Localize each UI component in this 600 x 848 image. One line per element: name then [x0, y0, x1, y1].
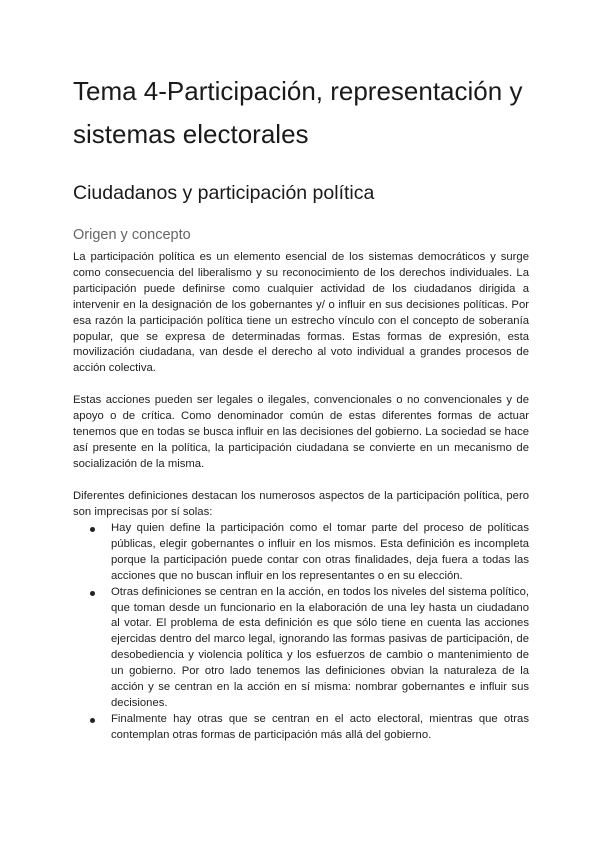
list-item [83, 585, 529, 712]
list-item-text: Otras definiciones se centran en la acción, en todos los niveles del sistema político, que toman desde un funcionario en la elaboración de una ley hasta un ciudadano al votar. El problema de esta definición es que sólo tiene en cuenta las acciones ejercidas dentro del marco legal, ignorando las formas pasivas de participación, de desobediencia y violencia política y los esfuerzos de cambio o mantenimiento de un gobierno. Por otro lado tenemos las definiciones obvian la naturaleza de la acción y se centran en la acción en sí misma: nombrar gobernantes e influir sus decisiones. [111, 585, 529, 709]
section-title: Ciudadanos y participación política [73, 182, 375, 204]
document-title: Tema 4-Participación, representación y sistemas electorales [73, 76, 523, 149]
paragraph: La participación política es un elemento esencial de los sistemas democráticos y surge como consecuencia del liberalismo y su reconocimiento de los derechos individuales. La participación puede definirse como cualquier actividad de los ciudadanos dirigida a intervenir en la designación de los gobernantes y/ o influir en sus decisiones políticas. Por esa razón la participación política tiene un estrecho vínculo con el concepto de soberanía popular, que se expresa de determinadas formas. Estas formas de expresión, esta movilización ciudadana, van desde el derecho al voto individual a grandes procesos de acción colectiva. [73, 251, 529, 375]
list-item [83, 712, 529, 744]
paragraph: Estas acciones pueden ser legales o ilegales, convencionales o no convencionales y de apoyo o de crítica. Como denominador común de estas diferentes formas de actuar tenemos que en todas se busca influir en las decisiones del gobierno. La sociedad se hace así presente en la política, la participación ciudadana se convierte en un mecanismo de socialización de la misma. [73, 394, 529, 470]
list-item-text: Hay quien define la participación como el tomar parte del proceso de políticas públicas, elegir gobernantes o influir en los mismos. Esta definición es incompleta porque la participación puede contar con otras finalidades, deja fuera a todas las acciones que no buscan influir en los representantes o en su elección. [111, 522, 529, 582]
list-item [83, 521, 529, 585]
definitions-list [83, 521, 529, 744]
paragraph: Diferentes definiciones destacan los numerosos aspectos de la participación política, pero son imprecisas por sí solas: [73, 490, 529, 518]
bullet-icon [90, 591, 95, 596]
bullet-icon [90, 527, 95, 532]
subsection-title: Origen y concepto [73, 227, 191, 243]
list-item-text: Finalmente hay otras que se centran en el acto electoral, mientras que otras contemplan otras formas de participación más allá del gobierno. [111, 712, 529, 741]
bullet-icon [90, 718, 95, 723]
